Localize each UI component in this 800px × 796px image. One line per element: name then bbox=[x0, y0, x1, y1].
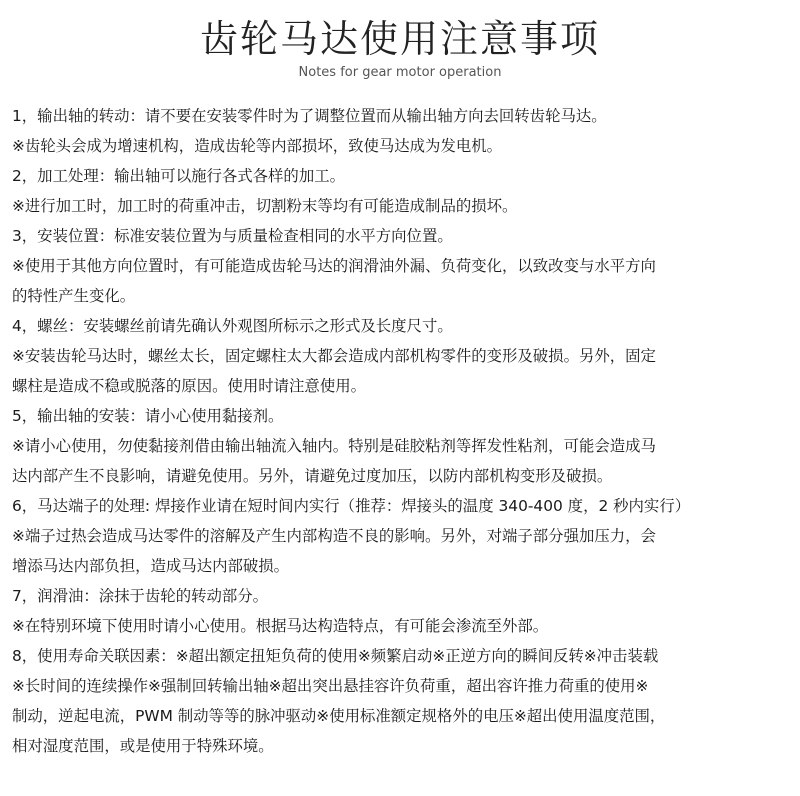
text-line: 4，螺丝：安装螺丝前请先确认外观图所标示之形式及长度尺寸。 bbox=[12, 317, 453, 335]
text-line: 增添马达内部负担，造成马达内部破损。 bbox=[12, 557, 290, 575]
text-line: ※在特别环境下使用时请小心使用。根据马达构造特点，有可能会渗流至外部。 bbox=[12, 617, 549, 635]
text-line: 7，润滑油：涂抹于齿轮的转动部分。 bbox=[12, 587, 269, 605]
text-line: 制动，逆起电流，PWM 制动等等的脉冲驱动※使用标准额定规格外的电压※超出使用温度范围， bbox=[12, 707, 666, 725]
text-line: 6，马达端子的处理: 焊接作业请在短时间内实行（推荐：焊接头的温度 340-400 度，2 秒内实行） bbox=[12, 497, 691, 515]
text-line: 5，输出轴的安装：请小心使用黏接剂。 bbox=[12, 407, 284, 425]
document-title: 齿轮马达使用注意事项 bbox=[199, 17, 600, 61]
text-line: 达内部产生不良影响，请避免使用。另外，请避免过度加压，以防内部机构变形及破损。 bbox=[12, 467, 613, 485]
document-header bbox=[0, 0, 800, 82]
text-line: ※使用于其他方向位置时，有可能造成齿轮马达的润滑油外漏、负荷变化，以致改变与水平方向 bbox=[12, 257, 656, 275]
text-line: ※齿轮头会成为增速机构，造成齿轮等内部损坏，致使马达成为发电机。 bbox=[12, 137, 503, 155]
text-line: ※进行加工时，加工时的荷重冲击，切割粉末等均有可能造成制品的损坏。 bbox=[12, 197, 518, 215]
document-body bbox=[12, 101, 788, 761]
text-line: 2，加工处理：输出轴可以施行各式各样的加工。 bbox=[12, 167, 345, 185]
text-line: ※安装齿轮马达时，螺丝太长，固定螺柱太大都会造成内部机构零件的变形及破损。另外，固定 bbox=[12, 347, 656, 365]
text-line: 相对湿度范围，或是使用于特殊环境。 bbox=[12, 737, 274, 755]
text-line: ※端子过热会造成马达零件的溶解及产生内部构造不良的影响。另外，对端子部分强加压力，会 bbox=[12, 527, 656, 545]
document-subtitle: Notes for gear motor operation bbox=[298, 65, 502, 80]
text-line: 的特性产生变化。 bbox=[12, 287, 136, 305]
text-line: 3，安装位置：标准安装位置为与质量检查相同的水平方向位置。 bbox=[12, 227, 453, 245]
text-line: ※请小心使用，勿使黏接剂借由输出轴流入轴内。特别是硅胶粘剂等挥发性粘剂，可能会造成马 bbox=[12, 437, 656, 455]
text-line: 螺柱是造成不稳或脱落的原因。使用时请注意使用。 bbox=[12, 377, 366, 395]
text-line: ※长时间的连续操作※强制回转输出轴※超出突出悬挂容许负荷重，超出容许推力荷重的使用※ bbox=[12, 677, 649, 695]
text-line: 8，使用寿命关联因素：※超出额定扭矩负荷的使用※频繁启动※正逆方向的瞬间反转※冲击装载 bbox=[12, 647, 659, 665]
text-line: 1，输出轴的转动：请不要在安装零件时为了调整位置而从输出轴方向去回转齿轮马达。 bbox=[12, 107, 607, 125]
